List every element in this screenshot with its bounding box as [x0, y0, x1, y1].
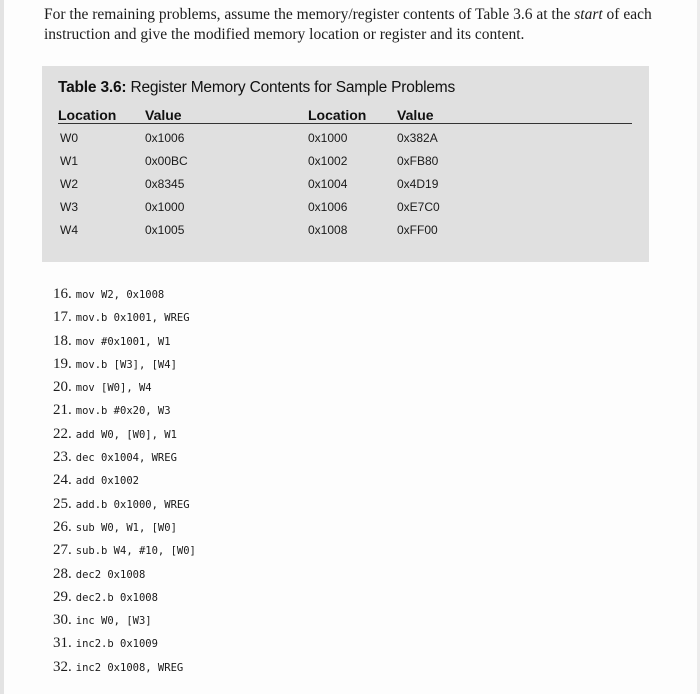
problem-number: 16. — [53, 286, 72, 302]
problem-item — [53, 588, 196, 611]
cell-register-value: 0x1006 — [145, 131, 185, 145]
problem-code: inc2.b 0x1009 — [75, 638, 158, 651]
problem-item — [53, 332, 196, 355]
problem-code: sub.b W4, #10, [W0] — [75, 545, 196, 558]
intro-text-1: For the remaining problems, assume the memory/register contents of Table 3.6 at the — [44, 6, 575, 23]
header-value-2: Value — [397, 107, 434, 123]
problem-number: 29. — [53, 588, 72, 605]
problem-number: 26. — [53, 518, 72, 535]
problem-item — [53, 285, 196, 308]
problem-number: 21. — [53, 402, 72, 419]
problem-item — [53, 355, 196, 378]
cell-memory-value: 0xFF00 — [397, 223, 438, 237]
problem-number: 30. — [53, 612, 72, 629]
cell-memory-value: 0xFB80 — [397, 154, 439, 168]
problem-item — [53, 308, 196, 331]
problem-code: mov.b #0x20, W3 — [75, 405, 171, 418]
problem-code: inc W0, [W3] — [75, 615, 152, 628]
problem-number: 27. — [53, 542, 72, 559]
problem-code: add.b 0x1000, WREG — [75, 498, 190, 511]
problem-code: dec 0x1004, WREG — [75, 452, 177, 465]
cell-register: W4 — [60, 223, 78, 237]
register-memory-table — [42, 66, 649, 262]
problem-code: dec2 0x1008 — [75, 568, 146, 581]
cell-register-value: 0x1005 — [145, 223, 185, 237]
table-caption: Register Memory Contents for Sample Problems — [130, 79, 456, 96]
header-value-1: Value — [145, 107, 182, 123]
problem-number: 23. — [53, 449, 72, 466]
problem-number: 31. — [53, 635, 72, 652]
problem-item — [53, 541, 196, 564]
cell-register: W3 — [60, 200, 78, 214]
problem-item — [53, 658, 196, 681]
problem-item — [53, 634, 196, 657]
cell-register-value: 0x8345 — [145, 177, 185, 191]
problem-list — [53, 285, 196, 681]
problem-code: mov.b 0x1001, WREG — [75, 312, 190, 325]
problem-code: mov.b [W3], [W4] — [75, 358, 177, 371]
problem-item — [53, 471, 196, 494]
cell-address: 0x1002 — [308, 154, 348, 168]
cell-address: 0x1000 — [308, 131, 348, 145]
intro-text-2: of each instruction and give the modified memory location or register and its content. — [44, 6, 652, 43]
problem-code: dec2.b 0x1008 — [75, 591, 158, 604]
problem-item — [53, 448, 196, 471]
cell-address: 0x1008 — [308, 223, 348, 237]
header-location-2: Location — [308, 107, 367, 123]
cell-register-value: 0x1000 — [145, 200, 185, 214]
problem-number: 32. — [53, 658, 72, 675]
problem-code: add 0x1002 — [75, 475, 139, 488]
header-rule — [58, 123, 632, 124]
problem-item — [53, 425, 196, 448]
problem-item — [53, 565, 196, 588]
header-location-1: Location — [58, 107, 117, 123]
cell-memory-value: 0xE7C0 — [397, 200, 440, 214]
cell-register: W1 — [60, 154, 78, 168]
problem-item — [53, 495, 196, 518]
problem-code: add W0, [W0], W1 — [75, 428, 177, 441]
cell-memory-value: 0x382A — [397, 131, 438, 145]
page-edge-left — [0, 0, 4, 694]
problem-number: 20. — [53, 379, 72, 396]
cell-address: 0x1006 — [308, 200, 348, 214]
table-number: Table 3.6: — [58, 79, 127, 96]
problem-number: 19. — [53, 355, 72, 372]
problem-item — [53, 378, 196, 401]
intro-emphasis: start — [574, 6, 603, 23]
cell-register: W0 — [60, 131, 78, 145]
problem-number: 17. — [53, 309, 72, 326]
cell-memory-value: 0x4D19 — [397, 177, 439, 191]
problem-number: 28. — [53, 565, 72, 582]
problem-number: 22. — [53, 425, 72, 442]
problem-code: mov W2, 0x1008 — [75, 289, 165, 301]
cell-address: 0x1004 — [308, 177, 348, 191]
table-title — [58, 79, 455, 97]
problem-number: 24. — [53, 472, 72, 489]
problem-code: mov #0x1001, W1 — [75, 335, 171, 348]
cell-register: W2 — [60, 177, 78, 191]
problem-number: 18. — [53, 332, 72, 349]
problem-code: mov [W0], W4 — [75, 382, 152, 395]
intro-paragraph — [44, 5, 684, 45]
cell-register-value: 0x00BC — [145, 154, 188, 168]
problem-item — [53, 611, 196, 634]
problem-code: sub W0, W1, [W0] — [75, 521, 177, 534]
problem-code: inc2 0x1008, WREG — [75, 661, 184, 674]
problem-item — [53, 401, 196, 424]
problem-number: 25. — [53, 495, 72, 512]
problem-item — [53, 518, 196, 541]
